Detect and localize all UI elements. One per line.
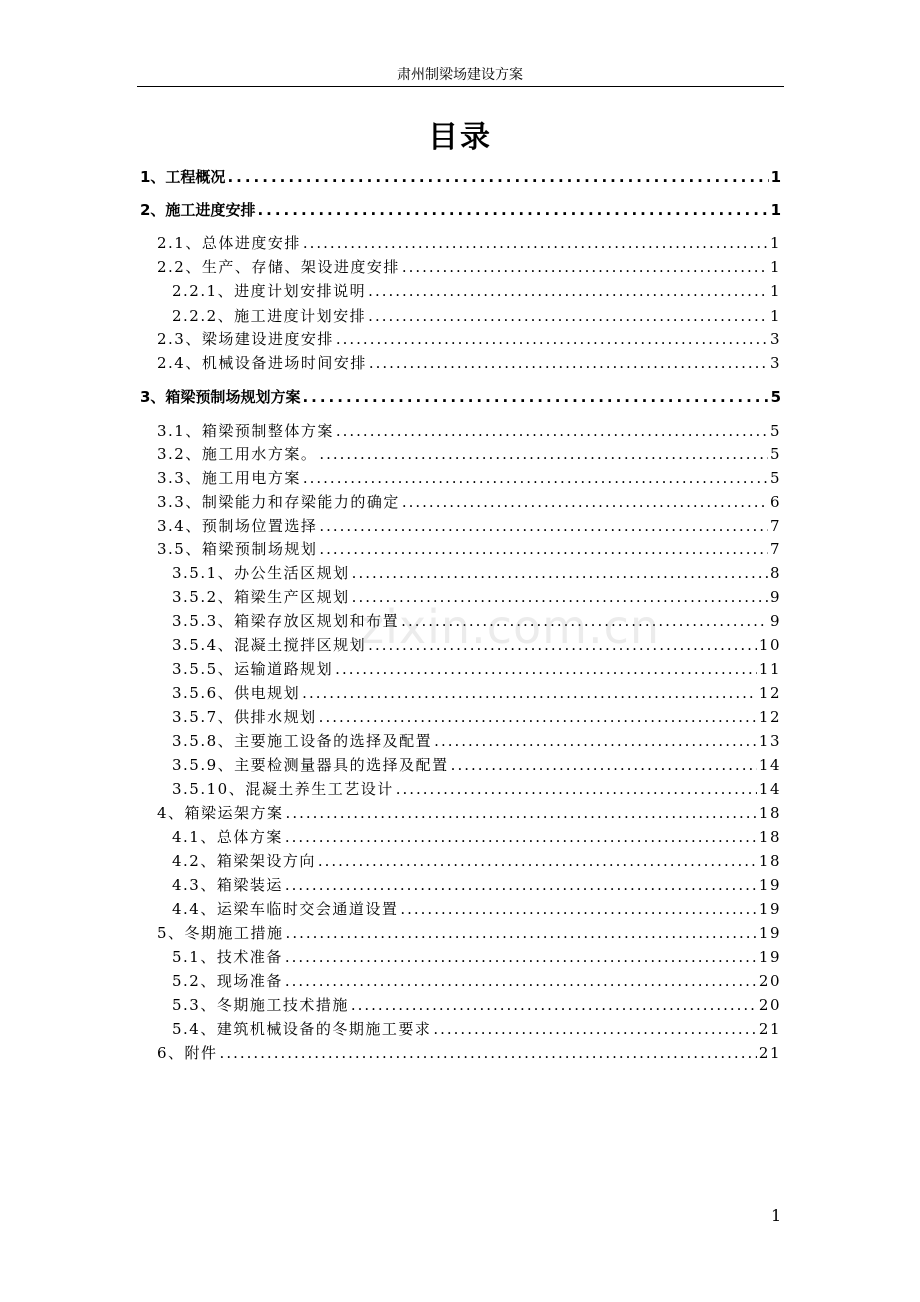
toc-entry-page: 1 — [770, 201, 781, 219]
toc-entry-page: 10 — [758, 636, 781, 654]
toc-entry-label: 3.5.1、办公生活区规划 — [172, 564, 350, 582]
toc-entry-label: 2、施工进度安排 — [140, 201, 256, 219]
toc-entry-page: 1 — [769, 282, 781, 300]
toc-entry-label: 1、工程概况 — [140, 168, 226, 186]
toc-entry-label: 2.2、生产、存储、架设进度安排 — [157, 258, 400, 276]
toc-entry[interactable] — [172, 874, 781, 898]
toc-leader-dots — [369, 354, 768, 372]
toc-entry-page: 12 — [758, 708, 781, 726]
toc-entry-label: 3.5.4、混凝土搅拌区规划 — [172, 636, 367, 654]
toc-entry-label: 3.3、制梁能力和存梁能力的确定 — [157, 493, 400, 511]
toc-entry-page: 8 — [769, 564, 781, 582]
toc-entry-label: 3.1、箱梁预制整体方案 — [157, 422, 334, 440]
toc-entry-label: 3.5.10、混凝土养生工艺设计 — [172, 780, 394, 798]
toc-leader-dots — [335, 660, 757, 678]
toc-leader-dots — [318, 852, 757, 870]
toc-leader-dots — [396, 780, 757, 798]
toc-entry-label: 2.4、机械设备进场时间安排 — [157, 354, 367, 372]
toc-entry-page: 18 — [758, 804, 781, 822]
toc-entry-label: 3.5、箱梁预制场规划 — [157, 540, 318, 558]
toc-leader-dots — [257, 201, 768, 219]
toc-leader-dots — [303, 469, 768, 487]
toc-entry[interactable] — [140, 199, 781, 223]
toc-title: 目录 — [428, 120, 492, 155]
toc-leader-dots — [227, 168, 768, 186]
toc-entry-page: 13 — [758, 732, 781, 750]
toc-leader-dots — [351, 996, 757, 1014]
toc-leader-dots — [336, 330, 768, 348]
toc-entry[interactable] — [172, 778, 781, 802]
toc-entry-label: 3.2、施工用水方案。 — [157, 445, 318, 463]
toc-entry[interactable] — [172, 610, 781, 634]
toc-entry[interactable] — [157, 420, 781, 444]
toc-leader-dots — [285, 876, 757, 894]
toc-entry-page: 18 — [758, 828, 781, 846]
toc-entry-page: 21 — [758, 1044, 781, 1062]
toc-entry-page: 3 — [769, 354, 781, 372]
toc-leader-dots — [401, 612, 768, 630]
toc-entry[interactable] — [157, 515, 781, 539]
toc-entry-label: 3.5.8、主要施工设备的选择及配置 — [172, 732, 433, 750]
toc-entry-label: 6、附件 — [157, 1044, 218, 1062]
toc-entry[interactable] — [157, 491, 781, 515]
toc-leader-dots — [368, 307, 768, 325]
toc-entry-page: 21 — [758, 1020, 781, 1038]
toc-entry-page: 1 — [769, 234, 781, 252]
toc-leader-dots — [451, 756, 757, 774]
toc-entry-label: 5.1、技术准备 — [172, 948, 283, 966]
toc-entry[interactable] — [172, 682, 781, 706]
toc-leader-dots — [433, 1020, 757, 1038]
toc-entry-page: 18 — [758, 852, 781, 870]
toc-entry-label: 4.3、箱梁装运 — [172, 876, 283, 894]
toc-entry[interactable] — [157, 352, 781, 376]
toc-entry-label: 3.4、预制场位置选择 — [157, 517, 318, 535]
toc-entry[interactable] — [172, 305, 781, 329]
toc-entry-label: 3.5.6、供电规划 — [172, 684, 301, 702]
running-header: 肃州制梁场建设方案 — [397, 67, 523, 83]
toc-entry-label: 3.3、施工用电方案 — [157, 469, 301, 487]
watermark: zixin.com.cn — [360, 600, 661, 654]
toc-entry-label: 5、冬期施工措施 — [157, 924, 284, 942]
toc-entry-label: 4.1、总体方案 — [172, 828, 283, 846]
toc-leader-dots — [402, 493, 768, 511]
toc-entry-page: 9 — [769, 588, 781, 606]
toc-entry-page: 1 — [769, 307, 781, 325]
toc-entry[interactable] — [157, 1042, 781, 1066]
toc-entry[interactable] — [140, 386, 781, 410]
toc-entry-label: 5.4、建筑机械设备的冬期施工要求 — [172, 1020, 432, 1038]
toc-leader-dots — [220, 1044, 757, 1062]
toc-entry-page: 1 — [769, 258, 781, 276]
toc-entry-page: 19 — [758, 900, 781, 918]
toc-leader-dots — [285, 972, 757, 990]
toc-entry-page: 5 — [770, 388, 781, 406]
toc-entry-page: 1 — [770, 168, 781, 186]
toc-entry-label: 3.5.7、供排水规划 — [172, 708, 317, 726]
toc-entry-page: 19 — [758, 876, 781, 894]
toc-leader-dots — [302, 684, 757, 702]
toc-leader-dots — [319, 540, 768, 558]
toc-entry[interactable] — [172, 1018, 781, 1042]
toc-entry-page: 12 — [758, 684, 781, 702]
toc-leader-dots — [303, 234, 768, 252]
toc-leader-dots — [302, 388, 768, 406]
toc-entry[interactable] — [157, 256, 781, 280]
toc-leader-dots — [368, 636, 757, 654]
toc-entry[interactable] — [172, 658, 781, 682]
toc-entry-label: 4.2、箱梁架设方向 — [172, 852, 316, 870]
toc-entry-label: 3.5.3、箱梁存放区规划和布置 — [172, 612, 400, 630]
toc-entry[interactable] — [157, 802, 781, 826]
toc-entry[interactable] — [172, 586, 781, 610]
toc-entry-page: 5 — [769, 469, 781, 487]
toc-entry[interactable] — [172, 994, 781, 1018]
toc-entry-label: 2.2.2、施工进度计划安排 — [172, 307, 367, 325]
toc-entry-label: 2.1、总体进度安排 — [157, 234, 301, 252]
toc-entry-page: 5 — [769, 445, 781, 463]
toc-leader-dots — [319, 445, 768, 463]
toc-leader-dots — [319, 708, 757, 726]
toc-entry[interactable] — [172, 562, 781, 586]
toc-entry-label: 5.2、现场准备 — [172, 972, 283, 990]
toc-entry[interactable] — [172, 754, 781, 778]
toc-entry-page: 6 — [769, 493, 781, 511]
toc-entry[interactable] — [172, 730, 781, 754]
toc-entry-page: 5 — [769, 422, 781, 440]
toc-entry[interactable] — [172, 946, 781, 970]
toc-leader-dots — [286, 804, 757, 822]
toc-entry-label: 3.5.5、运输道路规划 — [172, 660, 334, 678]
toc-leader-dots — [286, 924, 757, 942]
toc-entry[interactable] — [157, 467, 781, 491]
toc-leader-dots — [434, 732, 757, 750]
toc-entry-label: 3.5.2、箱梁生产区规划 — [172, 588, 350, 606]
toc-entry[interactable] — [157, 922, 781, 946]
toc-entry-page: 19 — [758, 948, 781, 966]
toc-entry[interactable] — [157, 328, 781, 352]
toc-entry-label: 2.3、梁场建设进度安排 — [157, 330, 334, 348]
toc-entry-label: 5.3、冬期施工技术措施 — [172, 996, 349, 1014]
toc-entry[interactable] — [172, 970, 781, 994]
toc-entry-page: 9 — [769, 612, 781, 630]
toc-leader-dots — [352, 588, 768, 606]
toc-entry-label: 4、箱梁运架方案 — [157, 804, 284, 822]
toc-entry-label: 2.2.1、进度计划安排说明 — [172, 282, 367, 300]
toc-entry[interactable] — [172, 706, 781, 730]
toc-entry[interactable] — [157, 538, 781, 562]
toc-leader-dots — [336, 422, 768, 440]
toc-entry-page: 20 — [758, 996, 781, 1014]
toc-entry[interactable] — [172, 280, 781, 304]
toc-entry-page: 19 — [758, 924, 781, 942]
toc-entry-page: 7 — [769, 517, 781, 535]
toc-entry-page: 7 — [769, 540, 781, 558]
toc-entry[interactable] — [172, 634, 781, 658]
toc-entry-page: 14 — [758, 756, 781, 774]
toc-leader-dots — [352, 564, 768, 582]
toc-leader-dots — [285, 948, 757, 966]
toc-entry[interactable] — [172, 898, 781, 922]
toc-entry[interactable] — [157, 232, 781, 256]
toc-entry[interactable] — [157, 443, 781, 467]
toc-entry-page: 11 — [758, 660, 781, 678]
toc-entry[interactable] — [172, 850, 781, 874]
toc-entry[interactable] — [140, 166, 781, 190]
toc-entry-label: 3、箱梁预制场规划方案 — [140, 388, 301, 406]
toc-entry-page: 3 — [769, 330, 781, 348]
toc-entry-page: 14 — [758, 780, 781, 798]
toc-entry[interactable] — [172, 826, 781, 850]
toc-entry-page: 20 — [758, 972, 781, 990]
toc-leader-dots — [402, 258, 768, 276]
page-number: 1 — [771, 1206, 782, 1225]
toc-leader-dots — [285, 828, 757, 846]
toc-leader-dots — [319, 517, 768, 535]
toc-leader-dots — [400, 900, 757, 918]
toc-entry-label: 4.4、运梁车临时交会通道设置 — [172, 900, 399, 918]
toc-leader-dots — [368, 282, 768, 300]
toc-entry-label: 3.5.9、主要检测量器具的选择及配置 — [172, 756, 449, 774]
